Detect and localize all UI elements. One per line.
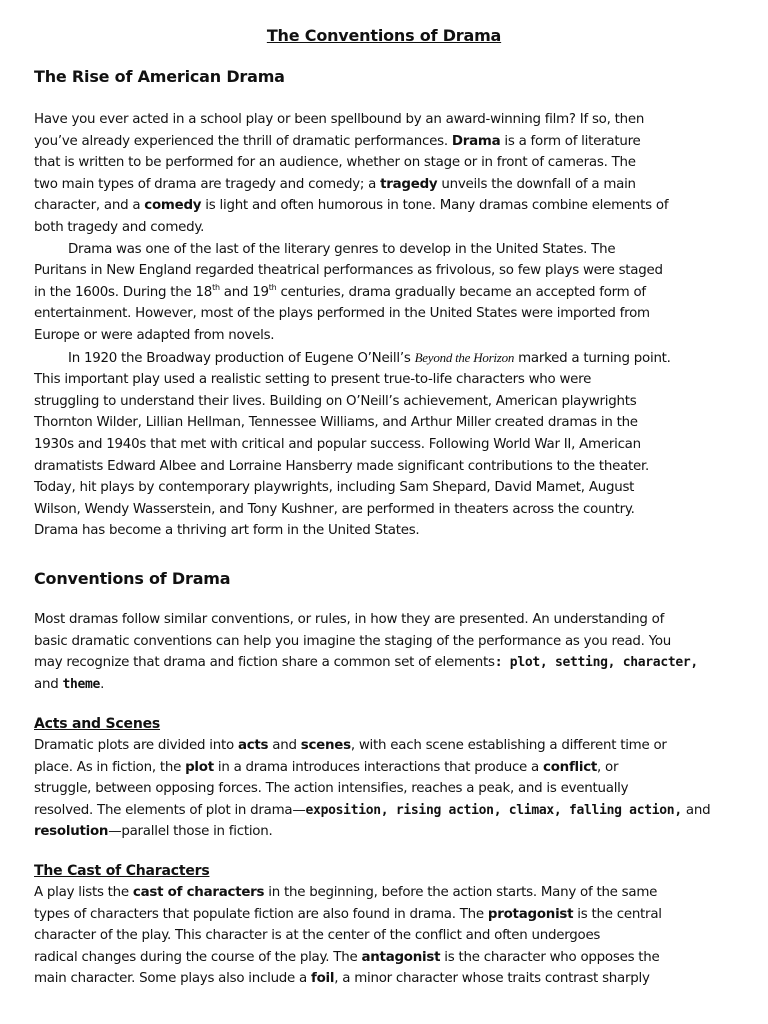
text-line: place. As in fiction, the plot in a drama introduces interactions that produce a conflict, or [34,759,619,775]
paragraph-cast [34,882,724,990]
section-heading-rise: The Rise of American Drama [34,67,285,86]
text-line: in the 1600s. During the 18th and 19th centuries, drama gradually became an accepted form of [34,282,646,300]
text-line: A play lists the cast of characters in the beginning, before the action starts. Many of the same [34,885,658,900]
text-line: Most dramas follow similar conventions, or rules, in how they are presented. An understanding of [34,612,665,627]
text-line: Puritans in New England regarded theatrical performances as frivolous, so few plays were staged [34,263,663,279]
text-line: 1930s and 1940s that met with critical and popular success. Following World War II, American [34,436,641,452]
text-line: Europe or were adapted from novels. [34,327,275,343]
text-line: main character. Some plays also include a foil, a minor character whose traits contrast sharply [34,971,650,987]
section-heading-conventions: Conventions of Drama [34,569,231,588]
text-line: you’ve already experienced the thrill of dramatic performances. Drama is a form of literature [34,133,641,149]
text-line: struggling to understand their lives. Building on O’Neill’s achievement, American playwrights [34,393,637,409]
text-line: two main types of drama are tragedy and comedy; a tragedy unveils the downfall of a main [34,176,636,192]
text-line: Have you ever acted in a school play or been spellbound by an award-winning film? If so, then [34,112,645,127]
text-line: Dramatic plots are divided into acts and scenes, with each scene establishing a different time or [34,738,667,753]
text-line: may recognize that drama and fiction share a common set of elements: plot, setting, character, [34,655,698,671]
paragraph-intro [34,109,724,542]
text-line: radical changes during the course of the play. The antagonist is the character who opposes the [34,949,660,965]
subheading-acts-scenes: Acts and Scenes [34,716,161,732]
subheading-cast: The Cast of Characters [34,863,210,879]
text-line: resolved. The elements of plot in drama—exposition, rising action, climax, falling action, and [34,802,711,818]
text-line: struggle, between opposing forces. The action intensifies, reaches a peak, and is eventually [34,781,629,797]
text-line: that is written to be performed for an audience, whether on stage or in front of cameras. The [34,155,636,171]
document-title: The Conventions of Drama [266,26,502,45]
text-line: In 1920 the Broadway production of Eugene O’Neill’s Beyond the Horizon marked a turning point. [68,349,671,366]
text-line: character of the play. This character is at the center of the conflict and often undergoes [34,928,601,944]
text-line: basic dramatic conventions can help you imagine the staging of the performance as you read. You [34,633,672,649]
text-line: Drama has become a thriving art form in the United States. [34,523,420,539]
text-line: and theme. [34,676,105,692]
paragraph-conventions [34,609,724,695]
paragraph-acts-scenes [34,735,724,843]
text-line: dramatists Edward Albee and Lorraine Hansberry made significant contributions to the theater. [34,458,650,474]
text-line: Today, hit plays by contemporary playwrights, including Sam Shepard, David Mamet, August [34,480,635,496]
text-line: both tragedy and comedy. [34,219,205,235]
text-line: character, and a comedy is light and often humorous in tone. Many dramas combine elements of [34,198,669,214]
text-line: types of characters that populate fiction are also found in drama. The protagonist is the central [34,906,662,922]
text-line: This important play used a realistic setting to present true-to-life characters who were [34,372,592,388]
text-line: Thornton Wilder, Lillian Hellman, Tennessee Williams, and Arthur Miller created dramas in the [34,415,638,431]
text-line: Wilson, Wendy Wasserstein, and Tony Kushner, are performed in theaters across the country. [34,501,635,517]
text-line: entertainment. However, most of the plays performed in the United States were imported from [34,306,650,322]
text-line: resolution—parallel those in fiction. [34,824,273,840]
text-line: Drama was one of the last of the literary genres to develop in the United States. The [68,241,616,257]
